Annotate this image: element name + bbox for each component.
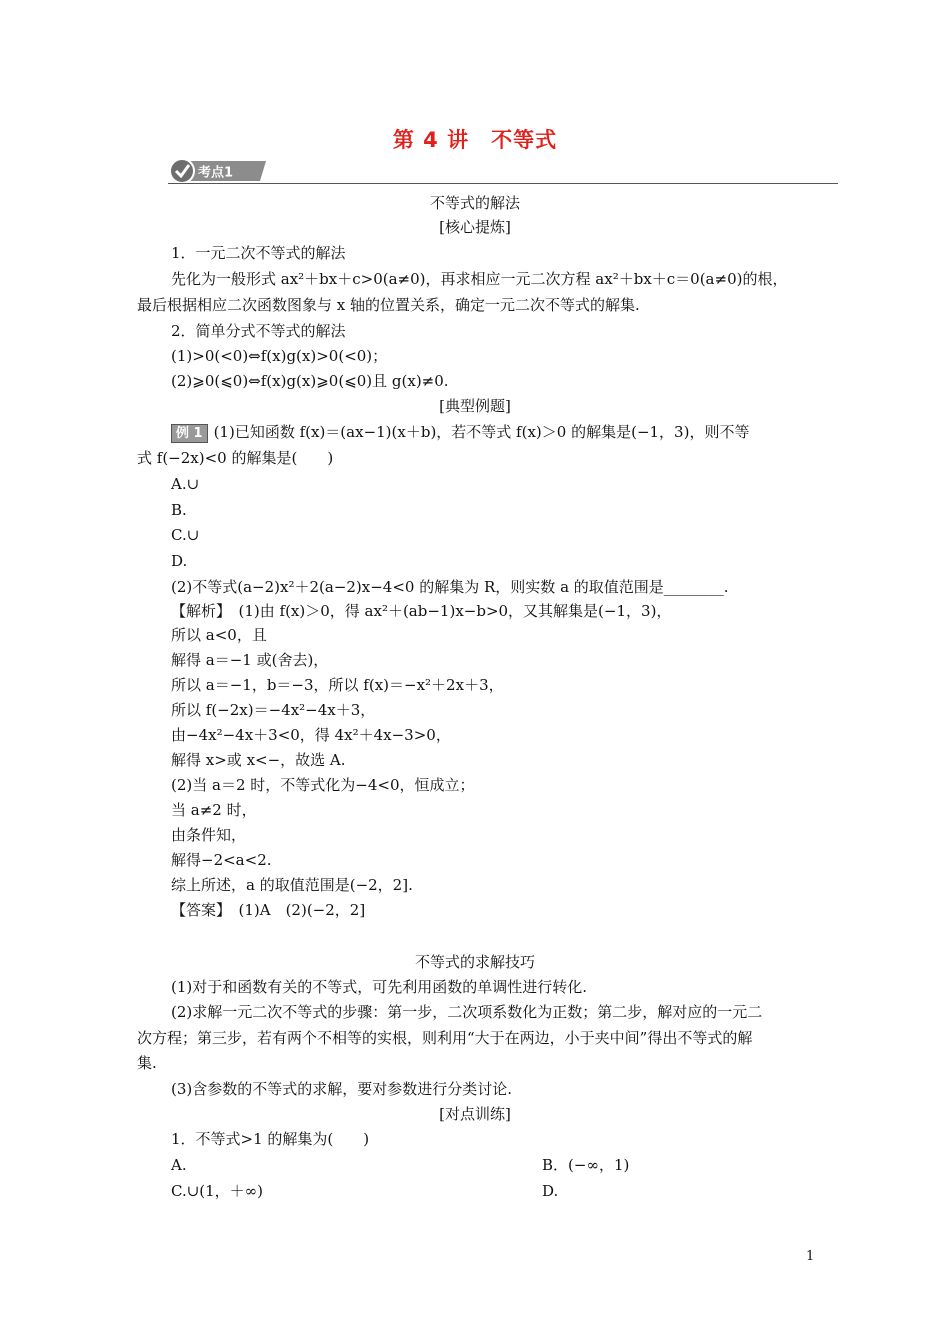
text-line: C.∪(1，＋∞) — [171, 1182, 264, 1200]
text-line: [对点训练] — [439, 1105, 511, 1123]
example-label: 例 1 — [171, 424, 208, 443]
text-line: (1)对于和函数有关的不等式，可先利用函数的单调性进行转化. — [171, 978, 588, 996]
text-line: 解得 x>或 x<−，故选 A. — [171, 751, 346, 769]
text-line: C.∪ — [171, 526, 200, 544]
text-line: 由−4x²−4x＋3<0，得 4x²＋4x−3>0， — [171, 726, 451, 744]
text-line: [典型例题] — [439, 397, 511, 415]
text-line: D. — [171, 552, 188, 570]
text-line: [核心提炼] — [439, 218, 511, 236]
text-line: 解得−2<a<2. — [171, 851, 272, 869]
text-line: 集. — [137, 1054, 157, 1072]
text-line: (1)>0(<0)⇔f(x)g(x)>0(<0)； — [171, 347, 388, 365]
text-line: 当 a≠2 时， — [171, 801, 257, 819]
text-line: B．(−∞，1) — [542, 1156, 630, 1174]
text-line: 2．简单分式不等式的解法 — [171, 322, 346, 340]
page-title: 第 4 讲 不等式 — [392, 128, 558, 152]
text-line: 【解析】 (1)由 f(x)＞0，得 ax²＋(ab−1)x−b>0，又其解集是(−1，3)， — [171, 602, 672, 620]
text-line: A.∪ — [171, 475, 200, 493]
text-line: B. — [171, 501, 187, 519]
text-line: 最后根据相应二次函数图象与 x 轴的位置关系，确定一元二次不等式的解集. — [137, 296, 640, 314]
text-line: 不等式的解法 — [429, 194, 520, 212]
text-line: 次方程；第三步，若有两个不相等的实根，则利用“大于在两边，小于夹中间”得出不等式的解 — [137, 1029, 753, 1047]
text-line: (2)不等式(a−2)x²＋2(a−2)x−4<0 的解集为 R，则实数 a 的取值范围是________. — [171, 578, 729, 596]
page-number: 1 — [806, 1249, 815, 1264]
example-1-text: (1)已知函数 f(x)＝(ax−1)(x＋b)，若不等式 f(x)＞0 的解集是(−1，3)，则不等 — [213, 423, 750, 441]
text-line: (2)当 a＝2 时，不等式化为−4<0，恒成立； — [171, 776, 475, 794]
text-line: 【答案】 (1)A (2)(−2，2] — [171, 901, 366, 919]
text-line: A. — [171, 1156, 187, 1174]
section-badge — [168, 158, 270, 184]
badge-label: 考点1 — [198, 165, 234, 181]
text-line: 1．不等式>1 的解集为( ) — [171, 1130, 370, 1148]
text-line: 先化为一般形式 ax²＋bx＋c>0(a≠0)，再求相应一元二次方程 ax²＋bx＋c＝0(a≠0)的根， — [171, 270, 788, 288]
text-line: 1．一元二次不等式的解法 — [171, 244, 346, 262]
text-line: D. — [542, 1182, 559, 1200]
text-line: (3)含参数的不等式的求解，要对参数进行分类讨论. — [171, 1080, 513, 1098]
text-line: 综上所述，a 的取值范围是(−2，2]. — [171, 876, 413, 894]
text-line: 所以 a<0，且 — [171, 626, 267, 644]
text-line: 所以 f(−2x)＝−4x²−4x＋3， — [171, 701, 376, 719]
text-line: 所以 a＝−1，b＝−3，所以 f(x)＝−x²＋2x＋3， — [171, 676, 504, 694]
example-1-line — [171, 422, 749, 443]
text-line: 不等式的求解技巧 — [414, 953, 535, 971]
text-line: (2)求解一元二次不等式的步骤：第一步，二次项系数化为正数；第二步，解对应的一元二 — [171, 1003, 763, 1021]
section-divider — [168, 183, 838, 184]
text-line: 式 f(−2x)<0 的解集是( ) — [137, 449, 334, 467]
text-line: 解得 a＝−1 或(舍去)， — [171, 651, 329, 669]
text-line: 由条件知， — [171, 826, 247, 844]
text-line: (2)⩾0(⩽0)⇔f(x)g(x)⩾0(⩽0)且 g(x)≠0. — [171, 372, 449, 390]
